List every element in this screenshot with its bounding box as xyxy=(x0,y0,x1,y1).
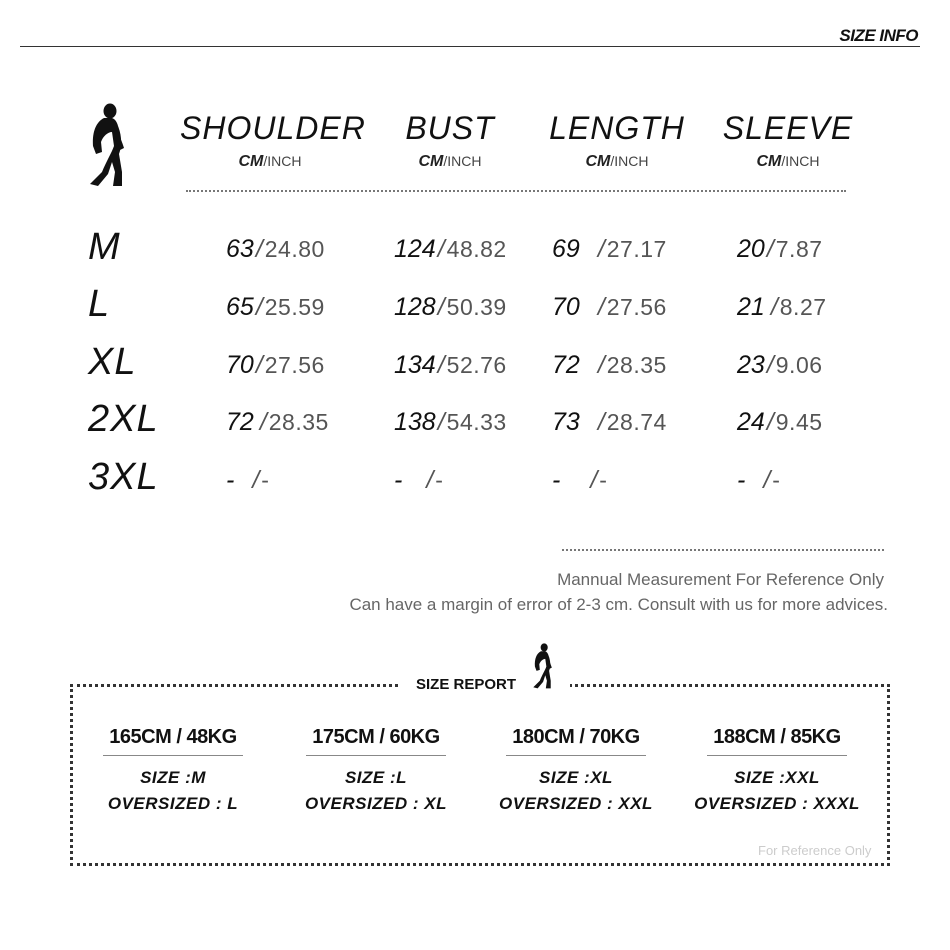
value-inch: 9.06 xyxy=(775,352,823,378)
title-divider xyxy=(20,46,920,47)
reference-footnote: For Reference Only xyxy=(758,843,872,858)
height-weight: 165CM / 48KG xyxy=(109,726,237,748)
unit-inch: INCH xyxy=(267,153,302,169)
cell-sleeve: - /- xyxy=(737,466,781,494)
value-cm: - xyxy=(226,466,235,494)
unit-separator: / xyxy=(781,153,786,169)
value-inch: 27.56 xyxy=(606,294,667,320)
value-cm: 20 xyxy=(737,235,765,263)
cell-bust: 128/50.39 xyxy=(394,293,507,321)
oversized-recommendation: OVERSIZED : XXL xyxy=(499,794,653,813)
oversized-recommendation: OVERSIZED : L xyxy=(107,794,239,813)
cell-shoulder: 65/25.59 xyxy=(226,293,325,321)
column-name: SLEEVE xyxy=(722,110,854,146)
size-label: XL xyxy=(88,341,137,383)
cell-bust: 134/52.76 xyxy=(394,351,507,379)
size-label: 3XL xyxy=(88,456,159,498)
value-cm: - xyxy=(737,466,746,494)
person-figure-icon xyxy=(530,642,554,690)
value-cm: 73 xyxy=(552,408,580,436)
cell-sleeve: 24/9.45 xyxy=(737,408,823,436)
column-name: BUST xyxy=(405,110,495,146)
size-report-person-3 xyxy=(481,726,671,814)
value-inch: 27.17 xyxy=(606,236,667,262)
value-inch: 8.27 xyxy=(779,294,827,320)
unit-cm: CM xyxy=(418,153,444,170)
oversized-recommendation: OVERSIZED : XXXL xyxy=(694,794,860,813)
value-cm: 72 xyxy=(552,351,580,379)
value-inch: 48.82 xyxy=(446,236,507,262)
value-cm: 21 xyxy=(737,293,765,321)
size-report-title: SIZE REPORT xyxy=(416,676,517,693)
value-cm: - xyxy=(552,466,561,494)
size-recommendation: SIZE :M xyxy=(140,768,206,787)
value-cm: 63 xyxy=(226,235,254,263)
size-recommendation: SIZE :L xyxy=(344,768,408,787)
cell-length: 73 /28.74 xyxy=(552,408,667,436)
value-cm: 70 xyxy=(226,351,254,379)
value-inch: - xyxy=(599,467,608,493)
column-unit xyxy=(180,153,360,171)
note-margin-error: Can have a margin of error of 2-3 cm. Consult with us for more advices. xyxy=(349,595,888,614)
size-label: M xyxy=(88,226,121,268)
cell-bust: - /- xyxy=(394,466,444,494)
unit-cm: CM xyxy=(585,153,611,170)
column-name: SHOULDER xyxy=(180,110,366,146)
column-name: LENGTH xyxy=(549,110,685,146)
size-recommendation: SIZE :XXL xyxy=(734,768,820,787)
unit-separator: / xyxy=(263,153,268,169)
unit-separator: / xyxy=(443,153,448,169)
divider xyxy=(306,755,446,756)
page-title: SIZE INFO xyxy=(839,26,918,45)
cell-length: 69 /27.17 xyxy=(552,235,667,263)
unit-cm: CM xyxy=(238,153,264,170)
divider xyxy=(506,755,646,756)
column-header-shoulder xyxy=(180,110,366,171)
notes-dotted-divider xyxy=(562,549,884,551)
cell-length: - /- xyxy=(552,466,608,494)
unit-cm: CM xyxy=(756,153,782,170)
value-cm: 65 xyxy=(226,293,254,321)
cell-sleeve: 23/9.06 xyxy=(737,351,823,379)
oversized-recommendation: OVERSIZED : XL xyxy=(304,794,448,813)
unit-inch: INCH xyxy=(447,153,482,169)
cell-shoulder: - /- xyxy=(226,466,270,494)
value-inch: 54.33 xyxy=(446,409,507,435)
value-cm: 24 xyxy=(737,408,765,436)
value-cm: 23 xyxy=(737,351,765,379)
cell-length: 72 /28.35 xyxy=(552,351,667,379)
size-report-person-4 xyxy=(682,726,872,814)
cell-sleeve: 20/7.87 xyxy=(737,235,823,263)
header-dotted-divider xyxy=(186,190,846,192)
divider xyxy=(707,755,847,756)
value-cm: 124 xyxy=(394,235,436,263)
cell-shoulder: 63/24.80 xyxy=(226,235,325,263)
value-inch: 52.76 xyxy=(446,352,507,378)
divider xyxy=(103,755,243,756)
value-inch: 50.39 xyxy=(446,294,507,320)
value-inch: 28.35 xyxy=(268,409,329,435)
value-cm: - xyxy=(394,466,403,494)
value-cm: 69 xyxy=(552,235,580,263)
unit-inch: INCH xyxy=(614,153,649,169)
note-reference: Mannual Measurement For Reference Only xyxy=(557,570,884,589)
height-weight: 175CM / 60KG xyxy=(312,726,440,748)
person-figure-icon xyxy=(84,102,128,188)
unit-separator: / xyxy=(610,153,615,169)
value-inch: - xyxy=(261,467,270,493)
value-cm: 138 xyxy=(394,408,436,436)
size-recommendation: SIZE :XL xyxy=(539,768,613,787)
size-label: 2XL xyxy=(88,398,159,440)
height-weight: 188CM / 85KG xyxy=(713,726,841,748)
column-unit xyxy=(718,153,858,171)
cell-shoulder: 70/27.56 xyxy=(226,351,325,379)
size-report-header xyxy=(400,640,570,700)
value-inch: 7.87 xyxy=(775,236,823,262)
value-inch: 24.80 xyxy=(264,236,325,262)
cell-length: 70 /27.56 xyxy=(552,293,667,321)
height-weight: 180CM / 70KG xyxy=(512,726,640,748)
column-unit xyxy=(542,153,692,171)
value-inch: - xyxy=(772,467,781,493)
size-report-person-1 xyxy=(78,726,268,814)
value-inch: - xyxy=(435,467,444,493)
value-inch: 25.59 xyxy=(264,294,325,320)
value-cm: 134 xyxy=(394,351,436,379)
column-unit xyxy=(385,153,515,171)
cell-sleeve: 21 /8.27 xyxy=(737,293,827,321)
value-cm: 128 xyxy=(394,293,436,321)
size-report-person-2 xyxy=(281,726,471,814)
value-cm: 72 xyxy=(226,408,254,436)
column-header-length xyxy=(542,110,692,171)
value-cm: 70 xyxy=(552,293,580,321)
cell-bust: 124/48.82 xyxy=(394,235,507,263)
cell-bust: 138/54.33 xyxy=(394,408,507,436)
size-label: L xyxy=(88,283,111,325)
unit-inch: INCH xyxy=(785,153,820,169)
value-inch: 28.35 xyxy=(606,352,667,378)
value-inch: 28.74 xyxy=(606,409,667,435)
value-inch: 27.56 xyxy=(264,352,325,378)
column-header-sleeve xyxy=(718,110,858,171)
value-inch: 9.45 xyxy=(775,409,823,435)
cell-shoulder: 72 /28.35 xyxy=(226,408,329,436)
column-header-bust xyxy=(385,110,515,171)
